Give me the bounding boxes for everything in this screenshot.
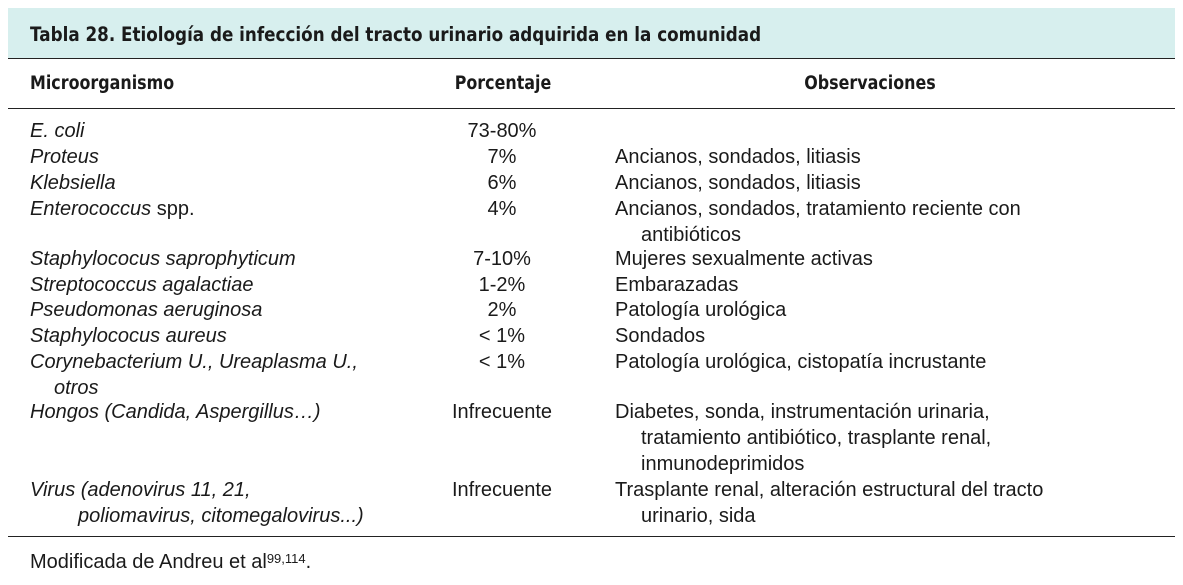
obs-line: tratamiento antibiótico, trasplante renal,: [641, 427, 992, 449]
table-bottom-rule: [8, 536, 1175, 537]
micro-line: Proteus: [30, 146, 99, 168]
table-row-7-pct: < 1%: [478, 325, 526, 347]
table-row-5-pct: 1-2%: [478, 274, 526, 296]
obs-line: Ancianos, sondados, litiasis: [615, 172, 861, 194]
micro-plain: spp.: [151, 198, 195, 220]
obs-line: Sondados: [615, 325, 706, 347]
table-row-0-pct: 73-80%: [467, 120, 537, 142]
header-porcentaje: Porcentaje: [454, 73, 552, 94]
micro-line: E. coli: [30, 120, 85, 142]
table-row-3-micro: [30, 196, 195, 222]
table-row-8-pct: < 1%: [478, 351, 526, 373]
table-title-bar: [8, 8, 1175, 59]
footnote-end: .: [305, 551, 312, 573]
table-row-6-micro: [30, 297, 262, 323]
micro-line: Corynebacterium U., Ureaplasma U.,: [30, 351, 358, 373]
obs-line: Embarazadas: [615, 274, 739, 296]
obs-line: Mujeres sexualmente activas: [615, 248, 873, 270]
obs-line: Ancianos, sondados, litiasis: [615, 146, 861, 168]
table-row-0-micro: [30, 118, 84, 144]
micro-italic: Enterococcus: [30, 198, 152, 220]
table-row-6-obs: [615, 297, 786, 323]
footnote-reference: 99,114: [266, 551, 306, 566]
micro-line: Staphylococus saprophyticum: [30, 248, 296, 270]
header-microorganismo: Microorganismo: [30, 73, 175, 94]
table-row-1-obs: [615, 144, 861, 170]
table-row-5-micro: [30, 272, 253, 298]
table-row-1-micro: [30, 144, 99, 170]
table-row-2-obs: [615, 170, 861, 196]
obs-line: Diabetes, sonda, instrumentación urinaria,: [615, 401, 990, 423]
micro-line: Staphylococus aureus: [30, 325, 227, 347]
header-observaciones: Observaciones: [804, 73, 936, 94]
table-row-4-pct: 7-10%: [473, 248, 531, 270]
table-row-9-obs: [615, 399, 991, 477]
obs-line: Trasplante renal, alteración estructural del tracto: [615, 479, 1044, 501]
footnote-text: Modificada de Andreu et al: [30, 551, 267, 573]
obs-line: antibióticos: [641, 224, 742, 246]
table-row-8-obs: [615, 349, 986, 375]
table-row-3-obs: [615, 196, 1021, 248]
micro-line: Pseudomonas aeruginosa: [30, 299, 263, 321]
table-row-10-micro: [30, 477, 364, 529]
micro-line: Virus (adenovirus 11, 21,: [30, 479, 251, 501]
micro-line: Streptococcus agalactiae: [30, 274, 254, 296]
table-row-5-obs: [615, 272, 738, 298]
table-row-9-micro: [30, 399, 321, 425]
table-title: Tabla 28. Etiología de infección del tracto urinario adquirida en la comunidad: [30, 23, 762, 46]
table-row-4-obs: [615, 246, 873, 272]
table-row-10-pct: Infrecuente: [451, 479, 553, 501]
table-row-7-obs: [615, 323, 705, 349]
table-row-3-pct: 4%: [487, 198, 517, 220]
table-row-7-micro: [30, 323, 227, 349]
table-row-2-micro: [30, 170, 116, 196]
obs-line: Patología urológica: [615, 299, 787, 321]
table-footnote: [30, 549, 311, 575]
table-row-2-pct: 6%: [487, 172, 517, 194]
micro-line: Klebsiella: [30, 172, 116, 194]
table-row-1-pct: 7%: [487, 146, 517, 168]
micro-line: Hongos (Candida, Aspergillus…): [30, 401, 321, 423]
obs-line: urinario, sida: [641, 505, 756, 527]
micro-line: otros: [54, 377, 99, 399]
micro-line: poliomavirus, citomegalovirus...): [78, 505, 364, 527]
table-row-9-pct: Infrecuente: [451, 401, 553, 423]
table-row-4-micro: [30, 246, 296, 272]
table-header-row: [8, 59, 1175, 109]
obs-line: Ancianos, sondados, tratamiento reciente con: [615, 198, 1021, 220]
table-row-8-micro: [30, 349, 358, 401]
obs-line: inmunodeprimidos: [641, 453, 805, 475]
table-row-6-pct: 2%: [487, 299, 517, 321]
obs-line: Patología urológica, cistopatía incrustante: [615, 351, 987, 373]
table-row-10-obs: [615, 477, 1043, 529]
